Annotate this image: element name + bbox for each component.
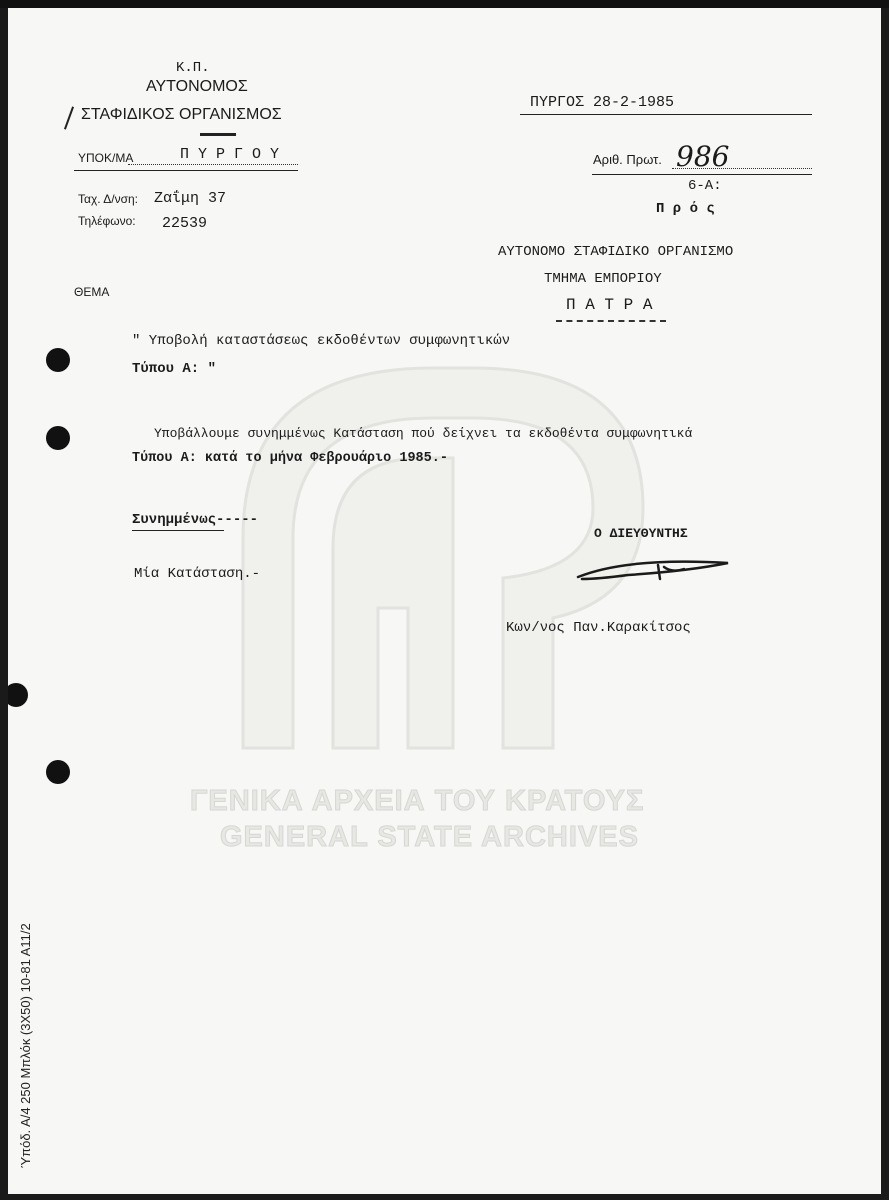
watermark-line-english: GENERAL STATE ARCHIVES (220, 821, 639, 853)
body-line-1: Υποβάλλουμε συνημμένως Κατάσταση πού δείχνει τα εκδοθέντα συμφωνητικά (154, 426, 693, 441)
body-line-2: Τύπου Α: κατά το μήνα Φεβρουάριο 1985.- (132, 451, 448, 466)
punch-hole (8, 683, 28, 707)
letterhead-autonomous: ΑΥΤΟΝΟΜΟΣ (146, 78, 248, 95)
watermark-line-greek: ΓΕΝΙΚΑ ΑΡΧΕΙΑ ΤΟΥ ΚΡΑΤΟΥΣ (190, 785, 645, 817)
branch-label: ΥΠΟΚ/ΜΑ (78, 151, 134, 165)
protocol-underline (592, 174, 812, 175)
handwritten-signature (568, 553, 738, 593)
punch-hole (46, 348, 70, 372)
recipient-line-1: ΑΥΤΟΝΟΜΟ ΣΤΑΦΙΔΙΚΟ ΟΡΓΑΝΙΣΜΟ (498, 244, 734, 260)
form-code: Ύπόδ. Α/4 250 Μπλόκ (3Χ50) 10-81 Α11/2 (18, 923, 33, 1168)
recipient-line-3: Π Α Τ Ρ Α (566, 296, 653, 314)
recipient-pros: Π ρ ό ς (656, 201, 715, 217)
subject-line-1: " Υποβολή καταστάσεως εκδοθέντων συμφωνητικών (132, 333, 511, 349)
phone-label: Τηλέφωνο: (78, 214, 136, 228)
letterhead-organization: ΣΤΑΦΙΔΙΚΟΣ ΟΡΓΑΝΙΣΜΟΣ (81, 106, 282, 123)
attachment-item: Μία Κατάσταση.- (134, 566, 261, 582)
slash-mark (64, 106, 74, 129)
signature-title: Ο ΔΙΕΥΘΥΝΤΗΣ (594, 526, 688, 541)
document-page (8, 8, 881, 1194)
recipient-underline (556, 320, 666, 322)
protocol-number: 986 (676, 140, 730, 173)
attachments-label: Συνημμένως----- (132, 512, 259, 528)
phone-value: 22539 (162, 215, 208, 232)
branch-dotted-line (128, 164, 298, 165)
protocol-suffix: 6-Α: (688, 178, 722, 194)
recipient-line-2: ΤΜΗΜΑ ΕΜΠΟΡΙΟΥ (544, 271, 662, 287)
attachments-underline (132, 530, 224, 531)
subject-line-2: Τύπου Α: " (132, 361, 217, 377)
protocol-label: Αριθ. Πρωτ. (593, 152, 662, 167)
date-underline (520, 114, 812, 115)
punch-hole (46, 426, 70, 450)
letterhead-dash (200, 133, 236, 136)
subject-label: ΘΕΜΑ (74, 285, 110, 299)
address-value: Ζαΐμη 37 (154, 190, 227, 207)
branch-value: Π Υ Ρ Γ Ο Υ (180, 146, 280, 163)
signatory-name: Κων/νος Παν.Καρακίτσος (506, 620, 691, 636)
punch-hole (46, 760, 70, 784)
address-label: Ταχ. Δ/νση: (78, 192, 139, 206)
date-place: ΠΥΡΓΟΣ 28-2-1985 (530, 94, 675, 111)
protocol-dotted-line (672, 168, 812, 169)
letterhead-kp: Κ.Π. (176, 60, 210, 76)
branch-underline (74, 170, 298, 171)
